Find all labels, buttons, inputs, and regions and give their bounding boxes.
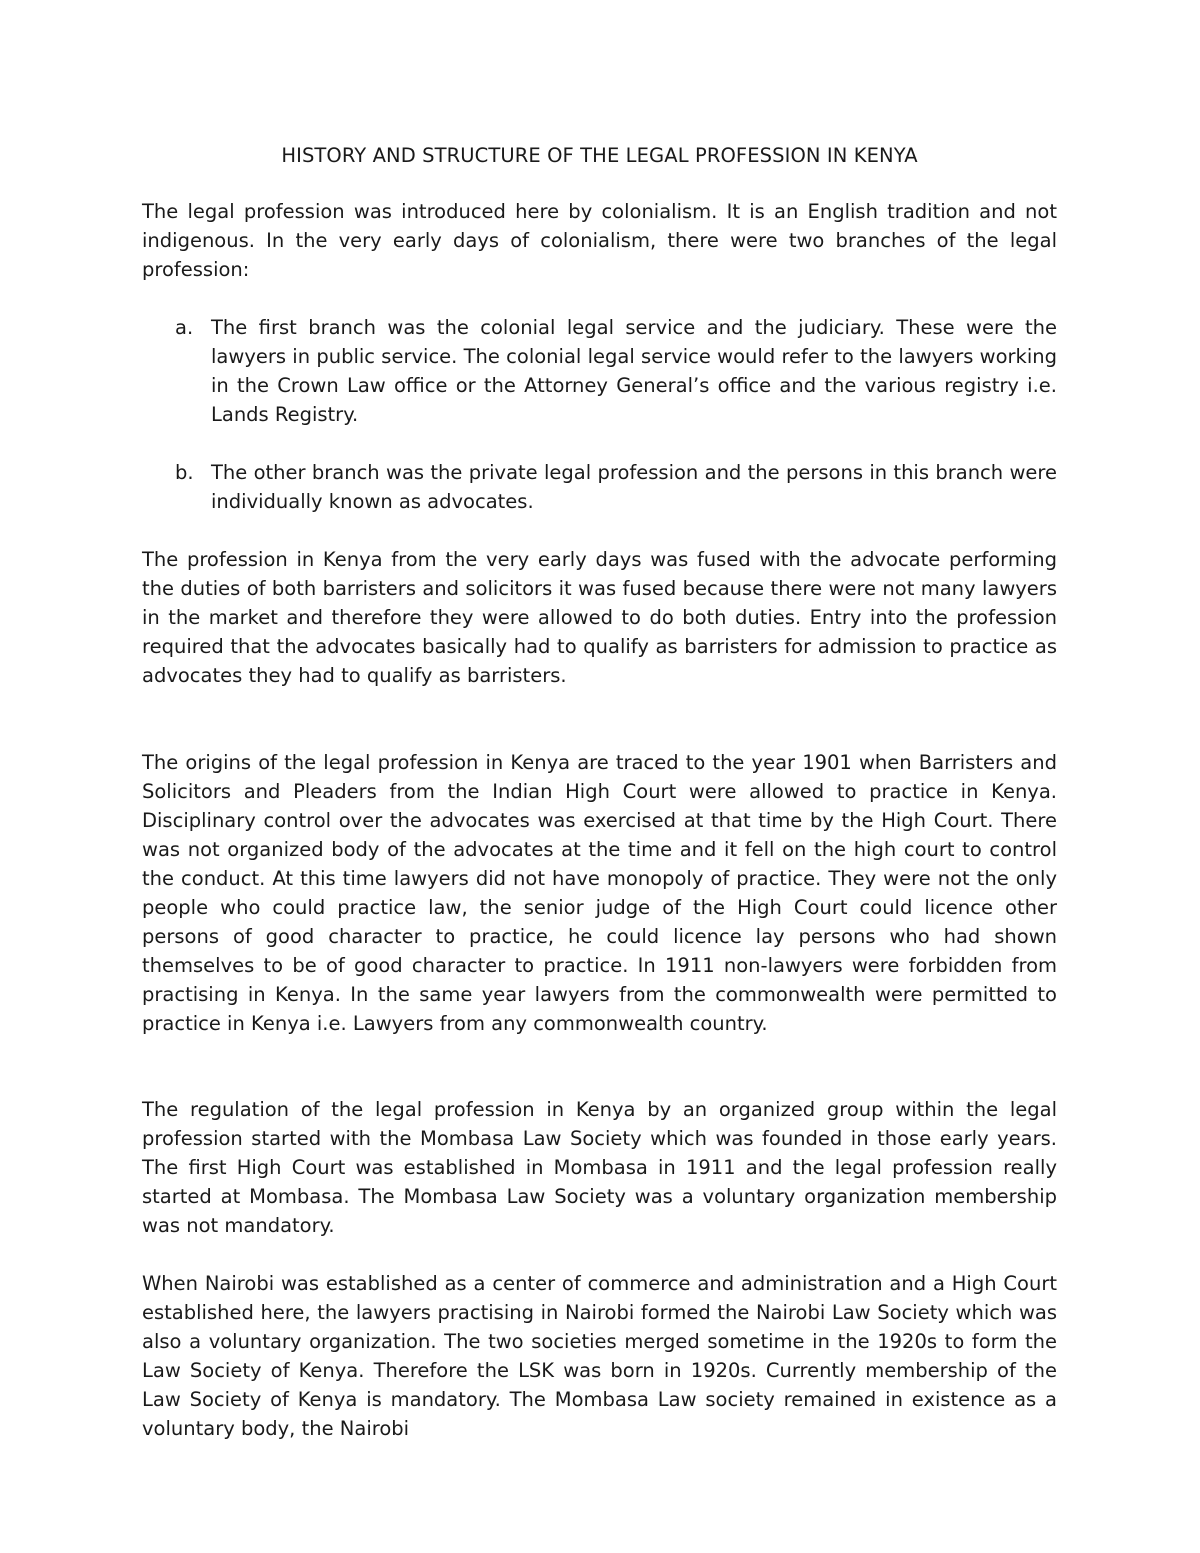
paragraph-fused-profession: The profession in Kenya from the very early days was fused with the advocate performing the duties of both barristers and solicitors it was fused because there were not many lawyers in the market and therefore they were allowed to do both duties. Entry into the profession required that the advocates basically had to qualify as barristers for admission to practice as advocates they had to qualify as barristers. (142, 548, 1057, 687)
list-marker-a: a. (175, 316, 194, 339)
list-marker-b: b. (175, 461, 194, 484)
paragraph-origins: The origins of the legal profession in Kenya are traced to the year 1901 when Barristers and Solicitors and Pleaders from the Indian High Court were allowed to practice in Kenya. Disciplinary control over the advocates was exercised at that time by the High Court. There was not organized body of the advocates at the time and it fell on the high court to control the conduct. At this time lawyers did not have monopoly of practice. They were not the only people who could practice law, the senior judge of the High Court could licence other persons of good character to practice, he could licence lay persons who had shown themselves to be of good character to practice. In 1911 non-lawyers were forbidden from practising in Kenya. In the same year lawyers from the commonwealth were permitted to practice in Kenya i.e. Lawyers from any commonwealth country. (142, 751, 1057, 1035)
list-item-b (142, 458, 1057, 516)
list-text-b: The other branch was the private legal profession and the persons in this branch were individually known as advocates. (211, 461, 1057, 513)
list-item-a (142, 313, 1057, 429)
list-text-a: The first branch was the colonial legal service and the judiciary. These were the lawyers in public service. The colonial legal service would refer to the lawyers working in the Crown Law office or the Attorney General’s office and the various registry i.e. Lands Registry. (211, 316, 1057, 426)
page-title: HISTORY AND STRUCTURE OF THE LEGAL PROFESSION IN KENYA (281, 144, 918, 167)
paragraph-nairobi-society: When Nairobi was established as a center of commerce and administration and a High Court established here, the lawyers practising in Nairobi formed the Nairobi Law Society which was also a voluntary organization. The two societies merged sometime in the 1920s to form the Law Society of Kenya. Therefore the LSK was born in 1920s. Currently membership of the Law Society of Kenya is mandatory. The Mombasa Law society remained in existence as a voluntary body, the Nairobi (142, 1272, 1057, 1440)
paragraph-regulation: The regulation of the legal profession in Kenya by an organized group within the legal profession started with the Mombasa Law Society which was founded in those early years. The first High Court was established in Mombasa in 1911 and the legal profession really started at Mombasa. The Mombasa Law Society was a voluntary organization membership was not mandatory. (142, 1098, 1057, 1237)
intro-paragraph: The legal profession was introduced here by colonialism. It is an English tradition and not indigenous. In the very early days of colonialism, there were two branches of the legal profession: (142, 200, 1057, 281)
